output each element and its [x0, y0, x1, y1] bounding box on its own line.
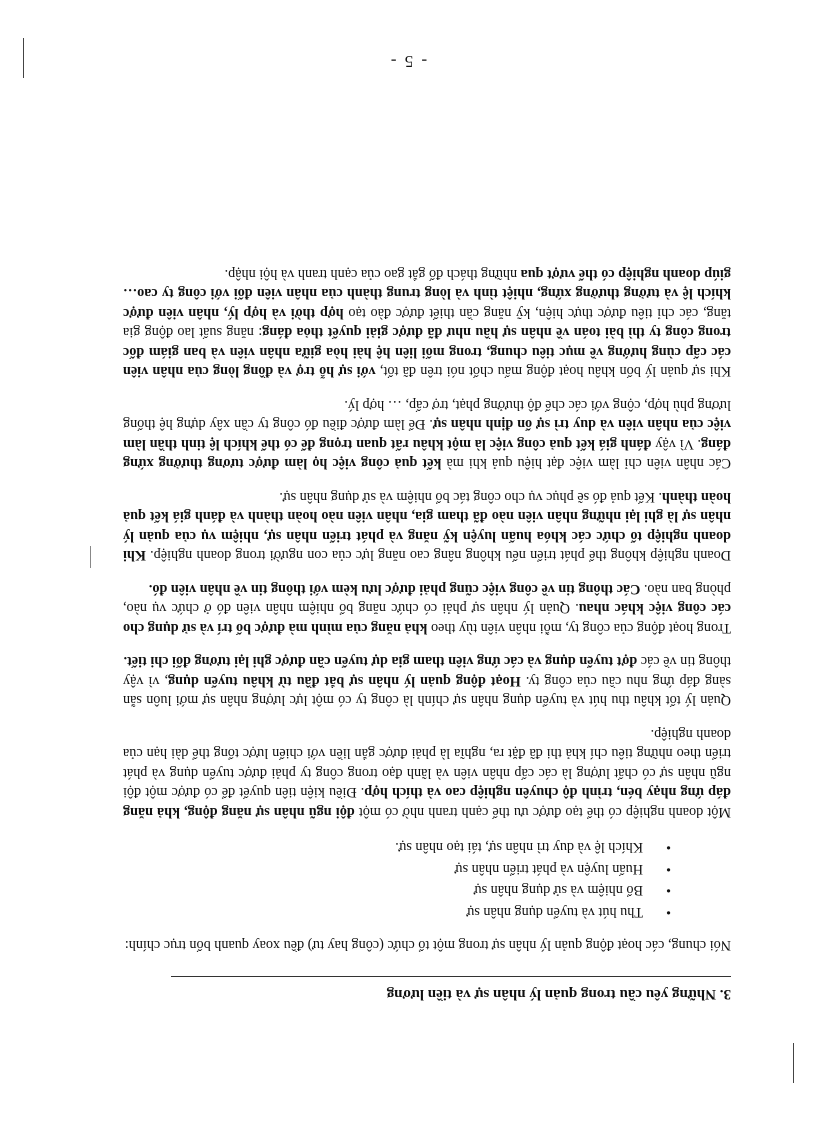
text-run: : năng suất lao động gia tăng, các chỉ tiêu được thực hiện, kỹ năng cần thiết được đào tạo	[123, 305, 731, 341]
text-run: Quản lý tốt khâu thu hút và tuyển dụng nhân sự chính là công ty có một lực lượng nhân sự mới luôn sẵn sàng đáp ứng nhu cầu của công ty.	[123, 673, 731, 709]
bold-run: khả năng của mình mà được bố trí và sử dụng cho các công việc khác nhau	[123, 600, 731, 636]
text-run: . Quản lý nhân sự phải có chức năng bổ nhiệm nhân viên đó ở chức vụ nào, phòng ban nào.	[123, 581, 731, 617]
scan-edge-mark	[793, 1043, 794, 1083]
bold-run: đánh giá kết quả công việc là một khâu rất quan trọng để có thể khích lệ tinh thần làm việc của nhân viên và duy trì sự ổn định nhân sự	[123, 416, 731, 452]
list-item: • Thu hút và tuyển dụng nhân sự	[123, 902, 671, 922]
bold-run: đội ngũ nhân sự năng động, khả năng đáp ứng nhạy bén, trình độ chuyên nghiệp cao và thích hợp	[123, 784, 731, 820]
list-item: • Bổ nhiệm và sử dụng nhân sự	[123, 880, 671, 900]
bullet-list	[123, 837, 671, 921]
scan-edge-mark	[90, 546, 91, 568]
text-run: , vì vậy thông tin về các	[122, 653, 731, 689]
text-run: Trong hoạt động của công ty, mỗi nhân viên tùy theo	[427, 620, 731, 636]
paragraph-2	[123, 651, 731, 710]
bold-run: Hoạt động quản lý nhân sự bắt đầu từ khâu tuyển dụng	[168, 673, 521, 689]
text-run: . Vì vậy	[651, 436, 702, 452]
text-run: . Để làm được điều đó công ty cần xây dựng hệ thống lương phù hợp, cộng với các chế độ thưởng phạt, trợ cấp, … hợp lý.	[123, 397, 731, 433]
text-run: Một doanh nghiệp có thể tạo được ưu thế cạnh tranh nhờ có một	[354, 804, 731, 820]
text-run: Khi sự quản lý bốn khâu hoạt động mấu chốt nói trên đã tốt,	[375, 363, 731, 380]
bold-run: kết quả công việc họ làm được tương thưởng xứng đáng	[123, 436, 731, 472]
list-item: • Huấn luyện và phát triển nhân sự	[123, 859, 671, 879]
bold-run: Các thông tin về công việc cũng phải được lưu kèm với thông tin về nhân viên đó.	[148, 581, 641, 597]
document-body	[123, 250, 731, 1004]
list-item: • Khích lệ và duy trì nhân sự, tái tạo nhân sự.	[123, 837, 671, 857]
section-heading: 3. Những yêu cầu trong quản lý nhân sự và tiền lương	[171, 977, 731, 1004]
text-run: Doanh nghiệp không thể phát triển nếu không nâng cao năng lực của con người trong doanh nghiệp.	[145, 547, 731, 564]
text-run: những thách đố gắt gao của cạnh tranh và hội nhập.	[224, 266, 521, 282]
intro-paragraph: Nói chung, các hoạt động quản lý nhân sự trong một tổ chức (công hay tư) đều xoay quanh bốn trục chính:	[124, 937, 731, 954]
paragraph-6	[123, 264, 731, 381]
bold-run: với sự hỗ trợ và đồng lòng của nhân viên các cấp cùng hướng về mục tiêu chung, trong mối liên hệ hài hòa giữa nhân viên và ban giám đốc trong công ty thì bài toán về nhân sự hầu như đã được giải quyết thỏa đáng	[123, 324, 731, 380]
paragraph-5	[123, 395, 731, 473]
bold-run: đợt tuyển dụng và các ứng viên tham gia dự tuyển cần được ghi lại tương đối chi tiết.	[123, 653, 638, 670]
paragraph-3	[123, 579, 731, 638]
text-run: . Điều kiện tiên quyết để có được một đội ngũ nhân sự có chất lượng là các cấp nhân viên và lãnh đạo trong công ty phải được tuyển dụng và phát triển theo những tiêu chí khả thi đã đặt ra, nghĩa là phải được gắn liền với chiến lược tổng thể dài hạn của doanh nghiệp.	[123, 726, 731, 801]
paragraph-1	[123, 724, 731, 822]
text-run: Các nhân viên chỉ làm việc đạt hiệu quả khi mà	[441, 455, 731, 472]
paragraph-4	[123, 487, 731, 565]
page-number: - 5 -	[388, 52, 428, 71]
bold-run: hợp thời và hợp lý, nhân viên được khích lệ và tưởng thưởng xứng, nhiệt tình và lòng trung thành của nhân viên đối với công ty cao… giúp doanh nghiệp có thể vượt qua	[123, 266, 731, 321]
text-run: . Kết quả đó sẽ phục vụ cho công tác bổ nhiệm và sử dụng nhân sự.	[279, 489, 662, 505]
bold-run: Khi doanh nghiệp tổ chức các khóa huấn luyện kỹ năng và phát triển nhân sự, nhiệm vụ của quản lý nhân sự là ghi lại những nhân viên nào đã tham gia, nhân viên nào hoàn thành và đánh giá kết quả hoàn thành	[123, 489, 731, 564]
